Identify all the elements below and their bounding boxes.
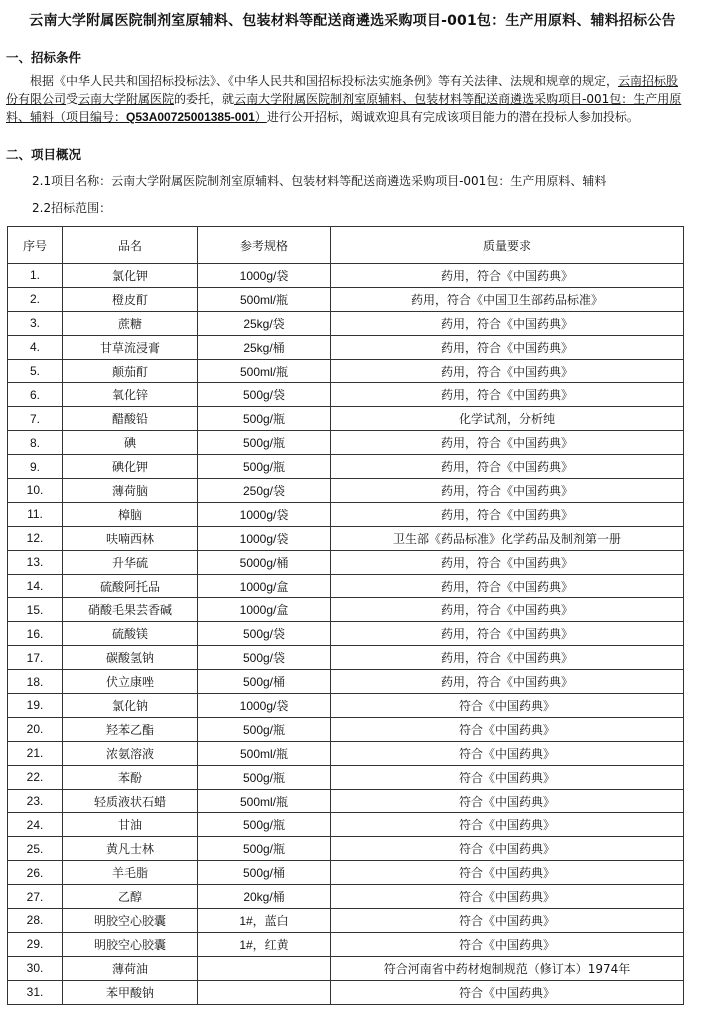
item-spec: 1#，红黄 [198, 932, 331, 956]
quality-requirement: 符合河南省中药材炮制规范（修订本）1974年 [331, 956, 684, 980]
item-spec: 500g/瓶 [198, 455, 331, 479]
quality-requirement: 符合《中国药典》 [331, 861, 684, 885]
table-row [8, 932, 684, 956]
table-row [8, 861, 684, 885]
table-row [8, 741, 684, 765]
item-spec [198, 980, 331, 1004]
item-name: 羊毛脂 [63, 861, 198, 885]
quality-requirement: 药用，符合《中国药典》 [331, 431, 684, 455]
quality-requirement: 符合《中国药典》 [331, 837, 684, 861]
item-name: 硝酸毛果芸香碱 [63, 598, 198, 622]
paragraph-text: 进行公开招标，竭诚欢迎具有完成该项目能力的潜在投标人参加投标。 [266, 110, 639, 124]
row-index: 19. [8, 694, 63, 718]
item-spec: 500g/袋 [198, 622, 331, 646]
row-index: 12. [8, 526, 63, 550]
quality-requirement: 药用，符合《中国药典》 [331, 502, 684, 526]
quality-requirement: 符合《中国药典》 [331, 741, 684, 765]
item-name: 升华硫 [63, 550, 198, 574]
project-name-line: 2.1项目名称：云南大学附属医院制剂室原辅料、包装材料等配送商遴选采购项目-001包：生产用原料、辅料 [32, 174, 607, 188]
item-name: 苯酚 [63, 765, 198, 789]
table-row [8, 956, 684, 980]
table-row [8, 264, 684, 288]
quality-requirement: 药用，符合《中国药典》 [331, 311, 684, 335]
row-index: 14. [8, 574, 63, 598]
table-row [8, 980, 684, 1004]
item-name: 醋酸铅 [63, 407, 198, 431]
quality-requirement: 符合《中国药典》 [331, 694, 684, 718]
quality-requirement: 药用，符合《中国药典》 [331, 264, 684, 288]
table-row [8, 885, 684, 909]
item-name: 碘化钾 [63, 455, 198, 479]
table-row [8, 670, 684, 694]
item-name: 硫酸阿托品 [63, 574, 198, 598]
table-row [8, 550, 684, 574]
item-name: 颠茄酊 [63, 359, 198, 383]
row-index: 1. [8, 264, 63, 288]
item-spec: 1000g/袋 [198, 526, 331, 550]
table-header-row [8, 227, 684, 264]
item-spec: 5000g/桶 [198, 550, 331, 574]
item-spec: 25kg/袋 [198, 311, 331, 335]
document-title: 云南大学附属医院制剂室原辅料、包装材料等配送商遴选采购项目-001包：生产用原料、辅料招标公告 [29, 13, 676, 29]
item-name: 伏立康唑 [63, 670, 198, 694]
header-quality: 质量要求 [331, 227, 684, 264]
item-spec: 500g/瓶 [198, 813, 331, 837]
row-index: 20. [8, 717, 63, 741]
row-index: 29. [8, 932, 63, 956]
item-name: 羟苯乙酯 [63, 717, 198, 741]
quality-requirement: 药用，符合《中国卫生部药品标准》 [331, 287, 684, 311]
table-row [8, 789, 684, 813]
row-index: 26. [8, 861, 63, 885]
quality-requirement: 符合《中国药典》 [331, 909, 684, 933]
row-index: 27. [8, 885, 63, 909]
quality-requirement: 药用，符合《中国药典》 [331, 479, 684, 503]
agency-name: 云南招标股份有限公司 [6, 74, 679, 106]
table-row [8, 646, 684, 670]
item-name: 明胶空心胶囊 [63, 909, 198, 933]
row-index: 25. [8, 837, 63, 861]
row-index: 18. [8, 670, 63, 694]
item-spec: 500g/桶 [198, 861, 331, 885]
item-name: 轻质液状石蜡 [63, 789, 198, 813]
row-index: 30. [8, 956, 63, 980]
row-index: 3. [8, 311, 63, 335]
item-spec: 25kg/桶 [198, 335, 331, 359]
table-row [8, 479, 684, 503]
row-index: 11. [8, 502, 63, 526]
table-row [8, 287, 684, 311]
table-row [8, 837, 684, 861]
procurement-items-table [7, 226, 684, 1005]
row-index: 31. [8, 980, 63, 1004]
table-row [8, 431, 684, 455]
quality-requirement: 药用，符合《中国药典》 [331, 455, 684, 479]
item-name: 樟脑 [63, 502, 198, 526]
item-name: 橙皮酊 [63, 287, 198, 311]
item-spec: 1000g/袋 [198, 694, 331, 718]
item-spec: 500ml/瓶 [198, 789, 331, 813]
item-name: 氯化钠 [63, 694, 198, 718]
table-row [8, 909, 684, 933]
row-index: 24. [8, 813, 63, 837]
quality-requirement: 药用，符合《中国药典》 [331, 646, 684, 670]
paragraph-text: 根据《中华人民共和国招标投标法》、《中华人民共和国招标投标法实施条例》等有关法律、法规和规章的规定， [30, 74, 619, 88]
row-index: 5. [8, 359, 63, 383]
row-index: 15. [8, 598, 63, 622]
quality-requirement: 药用，符合《中国药典》 [331, 598, 684, 622]
item-spec: 500g/瓶 [198, 765, 331, 789]
item-spec: 20kg/桶 [198, 885, 331, 909]
row-index: 10. [8, 479, 63, 503]
row-index: 13. [8, 550, 63, 574]
item-spec [198, 956, 331, 980]
bidding-scope-line: 2.2招标范围： [32, 201, 112, 215]
table-row [8, 502, 684, 526]
item-name: 碳酸氢钠 [63, 646, 198, 670]
quality-requirement: 药用，符合《中国药典》 [331, 670, 684, 694]
item-name: 氯化钾 [63, 264, 198, 288]
section-heading-project-overview: 二、项目概况 [6, 147, 82, 162]
item-name: 浓氨溶液 [63, 741, 198, 765]
item-name: 薄荷油 [63, 956, 198, 980]
bidding-conditions-paragraph [6, 72, 686, 126]
quality-requirement: 化学试剂，分析纯 [331, 407, 684, 431]
item-spec: 500g/瓶 [198, 837, 331, 861]
item-spec: 1000g/袋 [198, 264, 331, 288]
quality-requirement: 药用，符合《中国药典》 [331, 359, 684, 383]
item-name: 硫酸镁 [63, 622, 198, 646]
row-index: 9. [8, 455, 63, 479]
paragraph-text: 受 [66, 92, 79, 106]
row-index: 6. [8, 383, 63, 407]
row-index: 22. [8, 765, 63, 789]
row-index: 2. [8, 287, 63, 311]
item-spec: 1000g/盒 [198, 598, 331, 622]
quality-requirement: 药用，符合《中国药典》 [331, 574, 684, 598]
project-name: 云南大学附属医院制剂室原辅料、包装材料等配送商遴选采购项目-001包：生产用原料、辅料（项目编号： [6, 92, 682, 124]
table-row [8, 407, 684, 431]
quality-requirement: 符合《中国药典》 [331, 813, 684, 837]
item-name: 甘油 [63, 813, 198, 837]
quality-requirement: 符合《中国药典》 [331, 980, 684, 1004]
quality-requirement: 药用，符合《中国药典》 [331, 550, 684, 574]
paragraph-text: 的委托，就 [174, 92, 235, 106]
table-row [8, 311, 684, 335]
project-name-end: ） [254, 110, 267, 124]
header-spec: 参考规格 [198, 227, 331, 264]
item-spec: 1000g/袋 [198, 502, 331, 526]
table-row [8, 383, 684, 407]
item-spec: 1#，蓝白 [198, 909, 331, 933]
item-spec: 500g/袋 [198, 383, 331, 407]
row-index: 16. [8, 622, 63, 646]
table-row [8, 455, 684, 479]
quality-requirement: 符合《中国药典》 [331, 765, 684, 789]
project-code: Q53A00725001385-001 [126, 110, 255, 124]
table-row [8, 598, 684, 622]
item-spec: 500ml/瓶 [198, 287, 331, 311]
item-spec: 500g/瓶 [198, 407, 331, 431]
quality-requirement: 符合《中国药典》 [331, 789, 684, 813]
item-spec: 500g/瓶 [198, 717, 331, 741]
table-row [8, 813, 684, 837]
item-spec: 500g/桶 [198, 670, 331, 694]
quality-requirement: 符合《中国药典》 [331, 885, 684, 909]
item-spec: 500g/瓶 [198, 431, 331, 455]
row-index: 21. [8, 741, 63, 765]
row-index: 8. [8, 431, 63, 455]
item-spec: 500ml/瓶 [198, 741, 331, 765]
table-row [8, 694, 684, 718]
table-row [8, 765, 684, 789]
item-name: 苯甲酸钠 [63, 980, 198, 1004]
table-row [8, 359, 684, 383]
header-index: 序号 [8, 227, 63, 264]
header-name: 品名 [63, 227, 198, 264]
row-index: 28. [8, 909, 63, 933]
table-row [8, 526, 684, 550]
item-name: 黄凡士林 [63, 837, 198, 861]
item-name: 氧化锌 [63, 383, 198, 407]
table-row [8, 622, 684, 646]
quality-requirement: 药用，符合《中国药典》 [331, 335, 684, 359]
section-heading-bidding-conditions: 一、招标条件 [6, 50, 82, 65]
item-spec: 250g/袋 [198, 479, 331, 503]
item-name: 呋喃西林 [63, 526, 198, 550]
quality-requirement: 药用，符合《中国药典》 [331, 622, 684, 646]
quality-requirement: 符合《中国药典》 [331, 932, 684, 956]
item-name: 碘 [63, 431, 198, 455]
item-name: 薄荷脑 [63, 479, 198, 503]
item-spec: 1000g/盒 [198, 574, 331, 598]
row-index: 4. [8, 335, 63, 359]
quality-requirement: 药用，符合《中国药典》 [331, 383, 684, 407]
item-name: 乙醇 [63, 885, 198, 909]
table-row [8, 335, 684, 359]
row-index: 7. [8, 407, 63, 431]
owner-name: 云南大学附属医院 [78, 92, 175, 106]
table-row [8, 574, 684, 598]
item-name: 蔗糖 [63, 311, 198, 335]
row-index: 23. [8, 789, 63, 813]
item-spec: 500ml/瓶 [198, 359, 331, 383]
row-index: 17. [8, 646, 63, 670]
quality-requirement: 卫生部《药品标准》化学药品及制剂第一册 [331, 526, 684, 550]
item-spec: 500g/袋 [198, 646, 331, 670]
item-name: 甘草流浸膏 [63, 335, 198, 359]
table-row [8, 717, 684, 741]
item-name: 明胶空心胶囊 [63, 932, 198, 956]
quality-requirement: 符合《中国药典》 [331, 717, 684, 741]
